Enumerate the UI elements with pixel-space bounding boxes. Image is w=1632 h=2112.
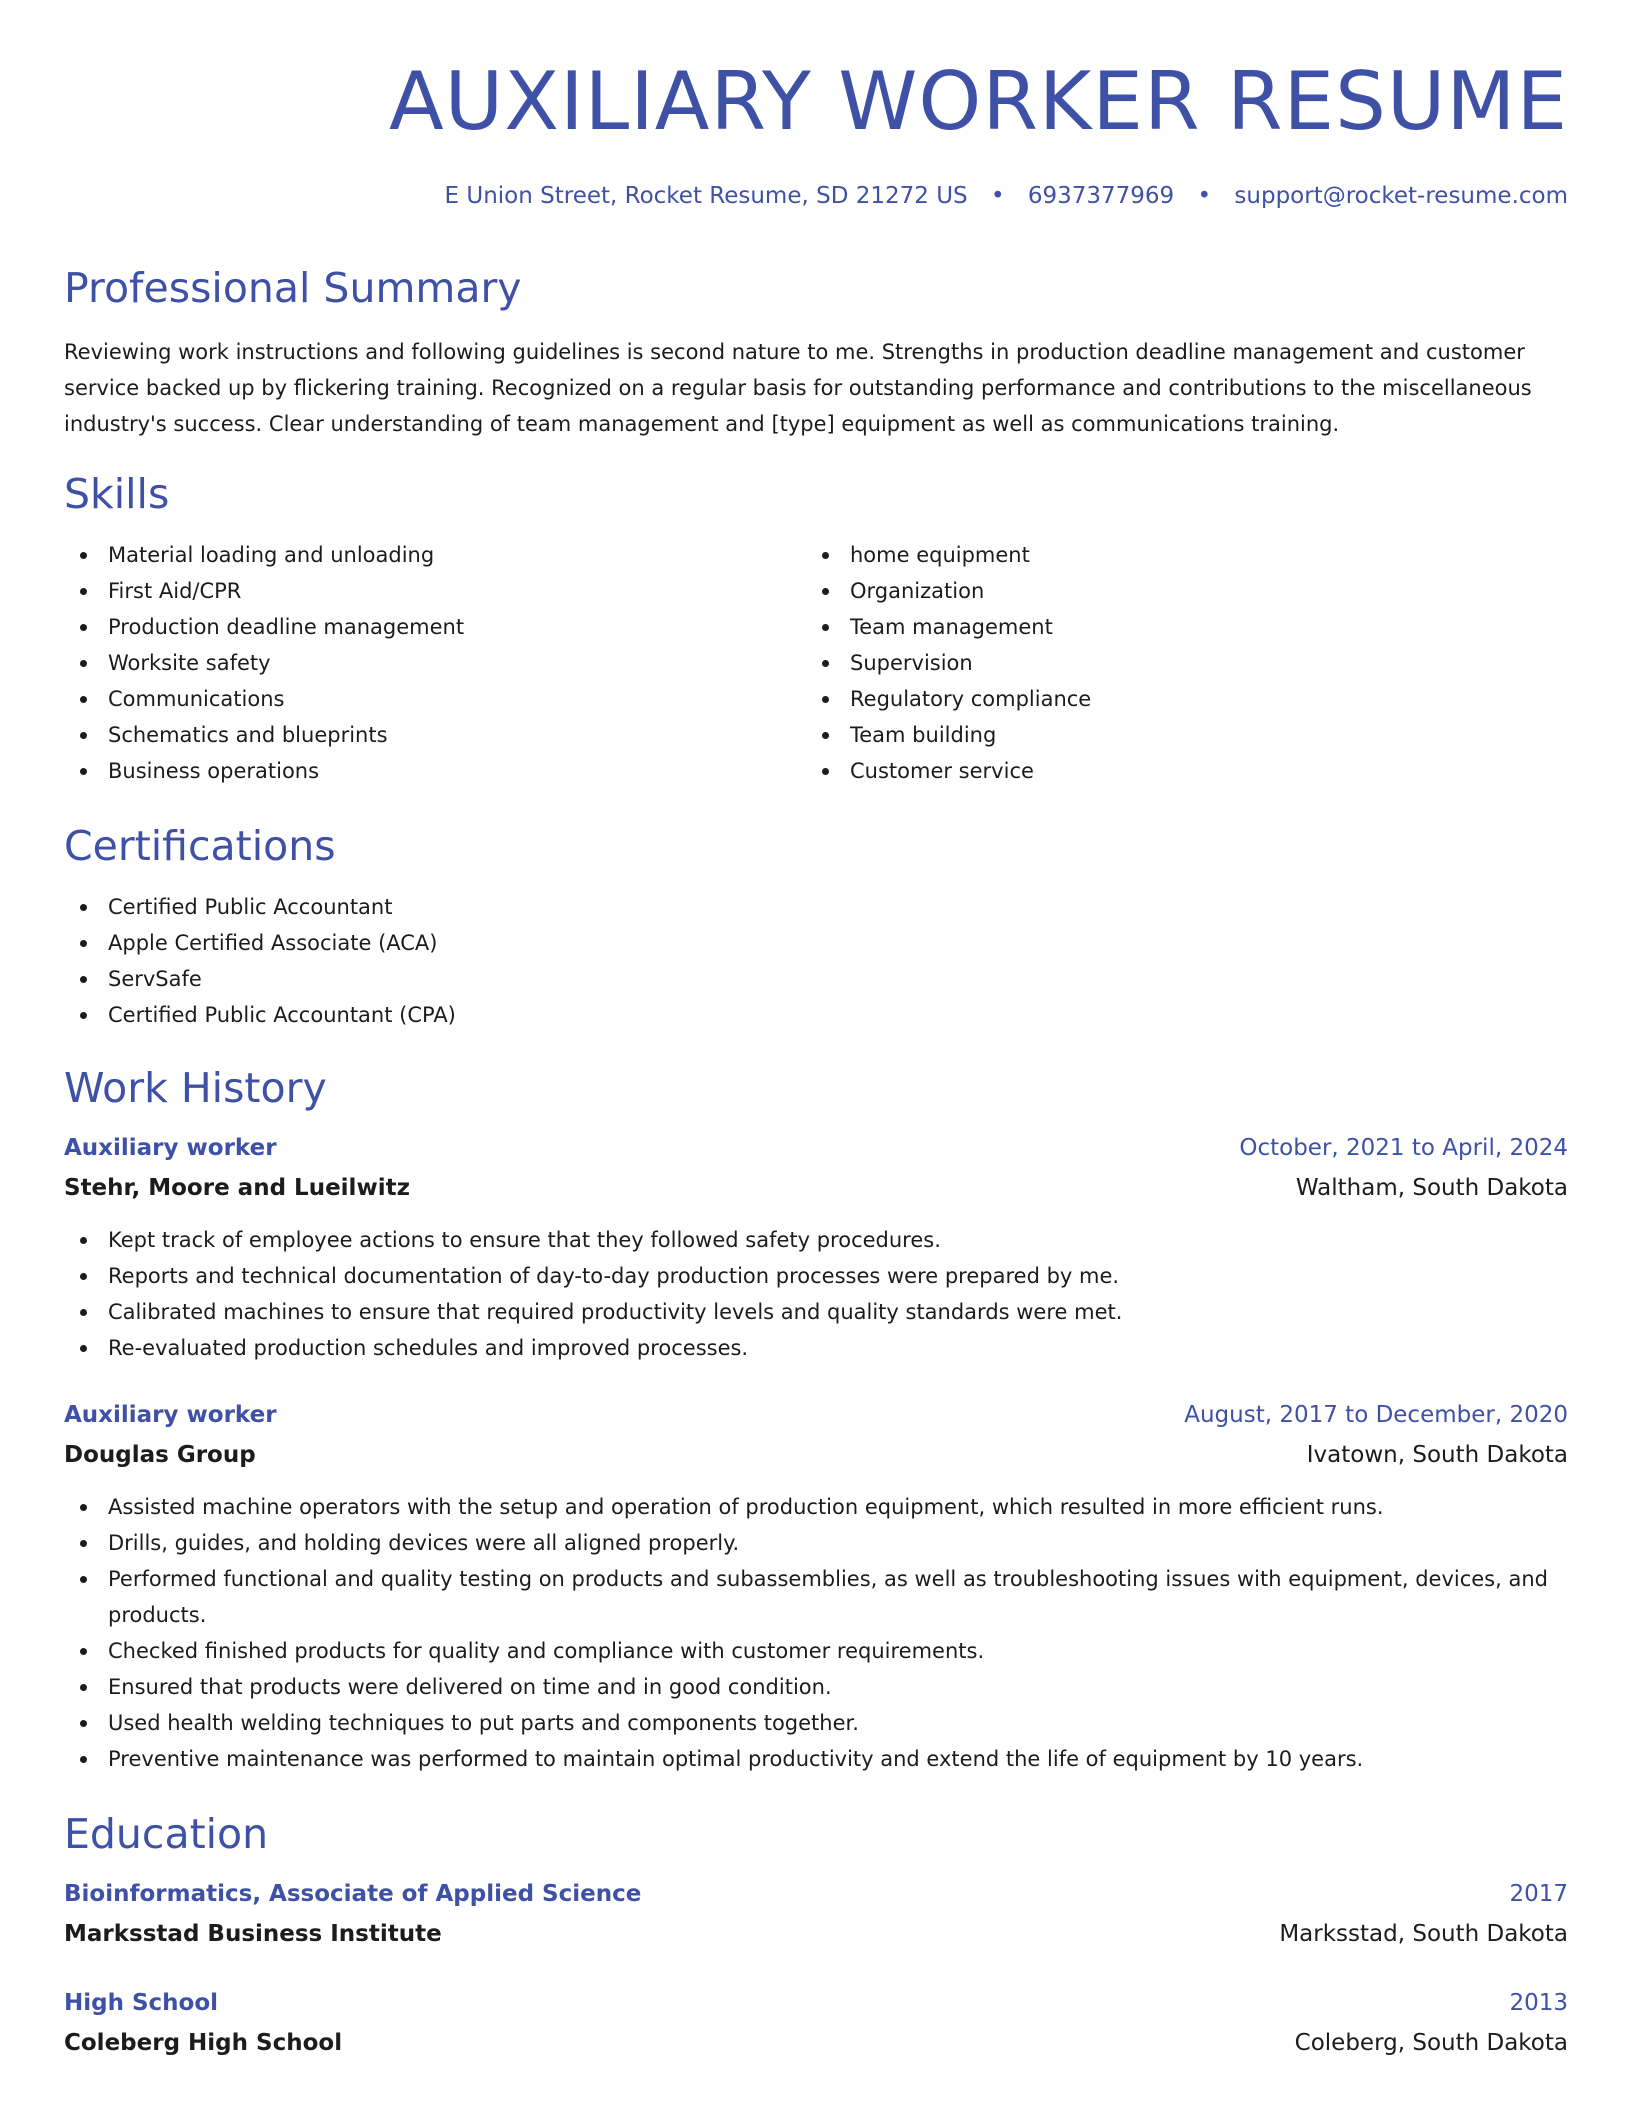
job-role: Auxiliary worker <box>64 1402 277 1428</box>
certifications-list <box>64 889 1568 1033</box>
skills-list-left <box>64 537 784 789</box>
skill-item: Team building <box>806 717 1566 753</box>
job-bullet: Re-evaluated production schedules and improved processes. <box>64 1330 1568 1366</box>
skill-item: Customer service <box>806 753 1566 789</box>
job-location: Ivatown, South Dakota <box>1306 1442 1568 1468</box>
work-history-heading: Work History <box>64 1064 327 1112</box>
contact-line <box>445 180 1568 212</box>
job-title-row <box>64 1130 1568 1166</box>
education-school: Marksstad Business Institute <box>64 1921 442 1947</box>
skill-item: Production deadline management <box>64 609 784 645</box>
education-title-row <box>64 1985 1568 2021</box>
job-bullet: Checked finished products for quality and compliance with customer requirements. <box>64 1633 1568 1669</box>
certification-item: Certified Public Accountant <box>64 889 1568 925</box>
education-location: Coleberg, South Dakota <box>1294 2030 1568 2056</box>
contact-phone: 6937377969 <box>1027 183 1175 209</box>
skill-item: Worksite safety <box>64 645 784 681</box>
contact-separator: • <box>990 183 1005 209</box>
certification-item: ServSafe <box>64 961 1568 997</box>
education-year: 2017 <box>1509 1881 1568 1907</box>
skill-item: Regulatory compliance <box>806 681 1566 717</box>
job-bullet: Preventive maintenance was performed to maintain optimal productivity and extend the life of equipment by 10 years. <box>64 1741 1568 1777</box>
job-bullet: Ensured that products were delivered on time and in good condition. <box>64 1669 1568 1705</box>
job-bullets <box>64 1222 1568 1366</box>
job-role: Auxiliary worker <box>64 1135 277 1161</box>
education-school-row <box>64 2025 1568 2061</box>
job-company: Douglas Group <box>64 1442 256 1468</box>
certification-item: Certified Public Accountant (CPA) <box>64 997 1568 1033</box>
job-title-row <box>64 1397 1568 1433</box>
job-dates: October, 2021 to April, 2024 <box>1239 1135 1568 1161</box>
job-bullets <box>64 1489 1568 1777</box>
certification-item: Apple Certified Associate (ACA) <box>64 925 1568 961</box>
job-company: Stehr, Moore and Lueilwitz <box>64 1175 410 1201</box>
education-heading: Education <box>64 1810 269 1858</box>
skill-item: Supervision <box>806 645 1566 681</box>
skill-item: Team management <box>806 609 1566 645</box>
job-bullet: Performed functional and quality testing on products and subassemblies, as well as troubleshooting issues with equipment, devices, and products. <box>64 1561 1568 1633</box>
skill-item: Material loading and unloading <box>64 537 784 573</box>
education-degree: High School <box>64 1990 219 2016</box>
certifications-heading: Certifications <box>64 822 336 870</box>
summary-heading: Professional Summary <box>64 264 522 312</box>
job-bullet: Kept track of employee actions to ensure that they followed safety procedures. <box>64 1222 1568 1258</box>
education-school-row <box>64 1916 1568 1952</box>
contact-separator: • <box>1197 183 1212 209</box>
skill-item: Communications <box>64 681 784 717</box>
skill-item: Schematics and blueprints <box>64 717 784 753</box>
job-bullet: Assisted machine operators with the setup and operation of production equipment, which resulted in more efficient runs. <box>64 1489 1568 1525</box>
job-bullet: Used health welding techniques to put parts and components together. <box>64 1705 1568 1741</box>
skill-item: First Aid/CPR <box>64 573 784 609</box>
job-company-row <box>64 1170 1568 1206</box>
job-company-row <box>64 1437 1568 1473</box>
job-bullet: Drills, guides, and holding devices were all aligned properly. <box>64 1525 1568 1561</box>
education-title-row <box>64 1876 1568 1912</box>
job-dates: August, 2017 to December, 2020 <box>1184 1402 1568 1428</box>
skills-list-right <box>806 537 1566 789</box>
resume-title: AUXILIARY WORKER RESUME <box>388 55 1568 148</box>
education-location: Marksstad, South Dakota <box>1279 1921 1568 1947</box>
skill-item: Business operations <box>64 753 784 789</box>
education-school: Coleberg High School <box>64 2030 343 2056</box>
contact-address: E Union Street, Rocket Resume, SD 21272 US <box>444 183 968 209</box>
job-bullet: Calibrated machines to ensure that required productivity levels and quality standards were met. <box>64 1294 1568 1330</box>
skills-heading: Skills <box>64 470 170 518</box>
skill-item: home equipment <box>806 537 1566 573</box>
education-year: 2013 <box>1509 1990 1568 2016</box>
job-bullet: Reports and technical documentation of day-to-day production processes were prepared by me. <box>64 1258 1568 1294</box>
contact-email[interactable]: support@rocket-resume.com <box>1234 183 1568 209</box>
summary-text: Reviewing work instructions and following guidelines is second nature to me. Strengths in production deadline management and customer service backed up by flickering training. Recognized on a regular basis for outstanding performance and contributions to the miscellaneous industry's success. Clear understanding of team management and [type] equipment as well as communications training. <box>64 340 1532 436</box>
education-degree: Bioinformatics, Associate of Applied Science <box>64 1881 642 1907</box>
skill-item: Organization <box>806 573 1566 609</box>
job-location: Waltham, South Dakota <box>1295 1175 1568 1201</box>
